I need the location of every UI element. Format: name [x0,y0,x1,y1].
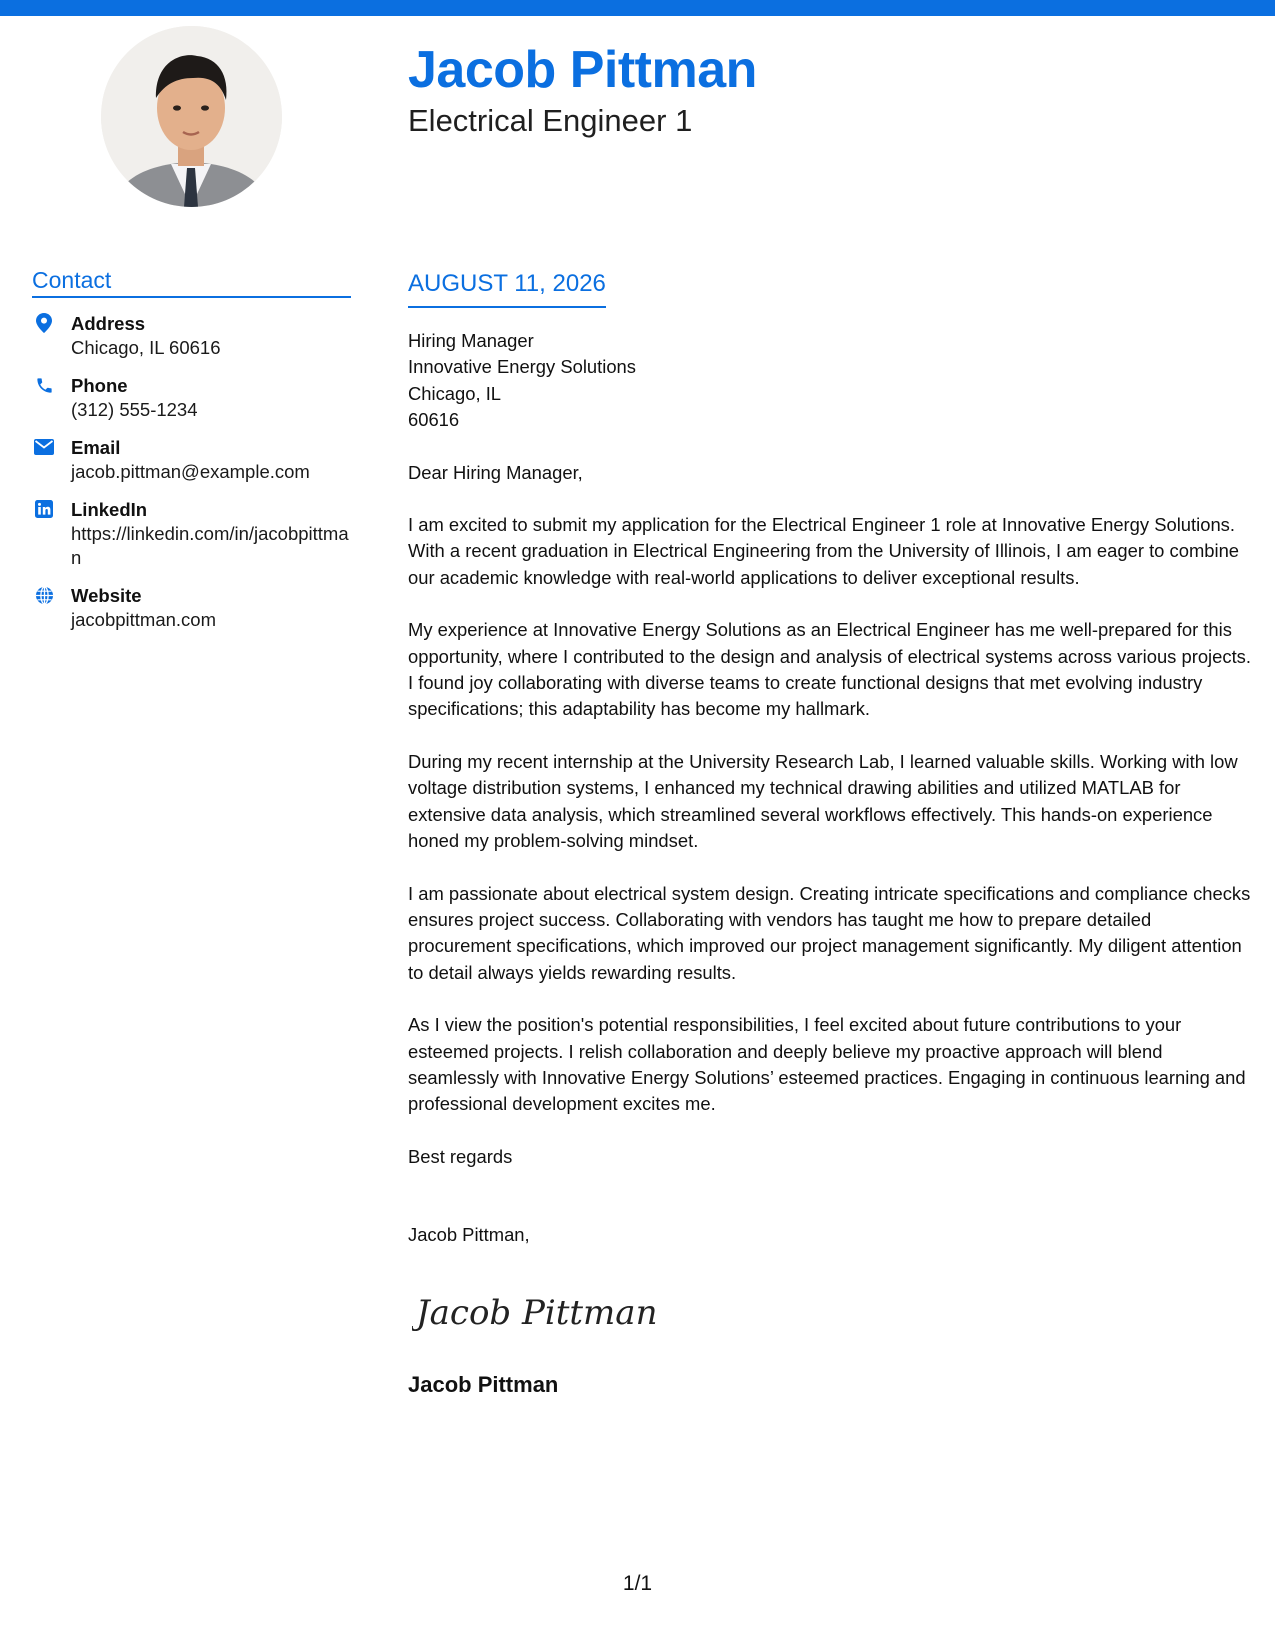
job-title: Electrical Engineer 1 [408,103,693,138]
recipient-zip: 60616 [408,409,460,431]
contact-item-phone [32,373,354,422]
letter-paragraph: My experience at Innovative Energy Solutions as an Electrical Engineer has me well-prepared for this opportunity, where I contributed to the design and analysis of electrical systems across various projects. I found joy collaborating with diverse teams to create functional designs that met evolving industry specifications; this adaptability has become my hallmark. [408,619,1251,720]
letter-paragraph: I am excited to submit my application for the Electrical Engineer 1 role at Innovative Energy Solutions. With a recent graduation in Electrical Engineering from the University of Illinois, I am eager to combine our academic knowledge with real-world applications to deliver exceptional results. [408,514,1240,588]
location-pin-icon [34,313,54,333]
contact-list [32,311,354,645]
linkedin-icon [34,499,54,519]
globe-icon [34,585,54,605]
contact-label: Address [71,313,146,334]
letter-paragraph: During my recent internship at the University Research Lab, I learned valuable skills. Working with low voltage distribution systems, I enhanced my technical drawing abilities and utilized MATLAB for extensive data analysis, which streamlined several workflows effectively. This hands-on experience honed my problem-solving mindset. [408,750,1238,852]
contact-value: (312) 555-1234 [71,399,198,420]
phone-icon [34,375,54,395]
applicant-name: Jacob Pittman [408,41,757,99]
contact-item-linkedin [32,497,354,570]
contact-item-website [32,583,354,632]
signature-text: Jacob Pittman [416,1293,658,1333]
sign-off-name: Jacob Pittman, [408,1224,530,1246]
contact-label: Phone [71,375,128,396]
contact-value[interactable]: jacobpittman.com [71,609,216,630]
letter-paragraph: I am passionate about electrical system design. Creating intricate specifications and compliance checks ensures project success. Collaborating with vendors has taught me how to prepare detailed procurement specifications, which improved our project management significantly. My diligent attention to detail always yields rewarding results. [408,882,1251,983]
contact-label: Website [71,585,142,606]
page-number: 1/1 [622,1572,653,1595]
closing: Best regards [408,1145,513,1167]
contact-value[interactable]: jacob.pittman@example.com [71,461,310,482]
profile-photo-illustration [101,26,282,207]
contact-item-email [32,435,354,484]
recipient-name: Hiring Manager [408,330,534,351]
contact-item-address [32,311,354,360]
contact-label: Email [71,437,121,458]
contact-value: Chicago, IL 60616 [71,337,221,358]
recipient-block [408,328,1253,434]
contact-heading: Contact [32,268,351,298]
handwritten-signature [412,1286,672,1336]
contact-label: LinkedIn [71,499,148,520]
contact-value[interactable]: https://linkedin.com/in/jacobpittman [71,523,349,568]
recipient-city: Chicago, IL [408,382,502,404]
letter-paragraph: As I view the position's potential responsibilities, I feel excited about future contributions to your esteemed projects. I relish collaboration and deeply believe my proactive approach will blend seamlessly with Innovative Energy Solutions’ esteemed practices. Engaging in continuous learning and professional development excites me. [408,1014,1246,1115]
email-icon [34,437,54,457]
profile-photo [101,26,282,207]
salutation: Dear Hiring Manager, [408,461,583,483]
recipient-company: Innovative Energy Solutions [408,356,636,378]
top-accent-bar [0,0,1275,16]
letter-body [408,328,1253,1275]
printed-name: Jacob Pittman [408,1372,559,1397]
letter-date: AUGUST 11, 2026 [408,270,606,308]
